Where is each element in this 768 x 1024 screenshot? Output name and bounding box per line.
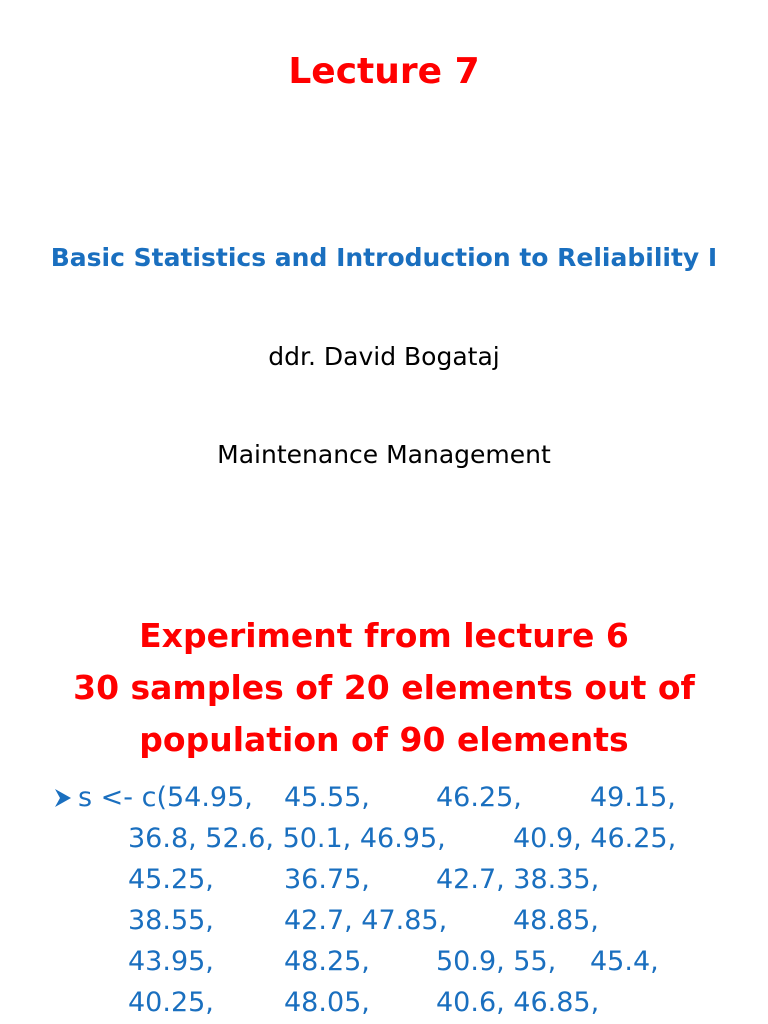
code-cell: 45.55, bbox=[284, 782, 370, 813]
code-cell: 48.85, bbox=[513, 905, 599, 936]
code-cell: 40.9, 46.25, bbox=[513, 823, 677, 854]
code-line-3 bbox=[58, 859, 758, 900]
code-cell: 46.25, bbox=[436, 782, 522, 813]
sample-code-block bbox=[58, 777, 758, 1023]
experiment-title-line-1: Experiment from lecture 6 bbox=[139, 616, 629, 655]
code-line-2 bbox=[58, 818, 758, 859]
code-cell: 42.7, 38.35, bbox=[436, 864, 600, 895]
code-cell: 40.25, bbox=[128, 987, 214, 1018]
experiment-slide bbox=[0, 572, 768, 1024]
experiment-title-line-2: 30 samples of 20 elements out of bbox=[73, 668, 695, 707]
code-cell: 38.55, bbox=[128, 905, 214, 936]
code-cell: 45.4, bbox=[590, 946, 659, 977]
code-cell: 49.15, bbox=[590, 782, 676, 813]
code-cell: 40.6, 46.85, bbox=[436, 987, 600, 1018]
code-line-1 bbox=[58, 777, 758, 818]
code-cell: 43.95, bbox=[128, 946, 214, 977]
course-name: Maintenance Management bbox=[217, 440, 551, 469]
code-cell: 36.8, 52.6, 50.1, 46.95, bbox=[128, 823, 446, 854]
code-cell: 48.25, bbox=[284, 946, 370, 977]
code-cell: 45.25, bbox=[128, 864, 214, 895]
code-cell: 48.05, bbox=[284, 987, 370, 1018]
experiment-title bbox=[0, 610, 768, 766]
author-name: ddr. David Bogataj bbox=[268, 342, 500, 371]
lecture-title: Lecture 7 bbox=[288, 51, 480, 92]
code-line-4 bbox=[58, 900, 758, 941]
lecture-subtitle: Basic Statistics and Introduction to Reliability I bbox=[50, 243, 718, 272]
code-cell: 50.9, 55, bbox=[436, 946, 557, 977]
code-line-6 bbox=[58, 982, 758, 1023]
code-cell: 36.75, bbox=[284, 864, 370, 895]
code-cell: 42.7, 47.85, bbox=[284, 905, 448, 936]
code-line-5 bbox=[58, 941, 758, 982]
code-cell: s <- c(54.95, bbox=[78, 782, 253, 813]
experiment-title-line-3: population of 90 elements bbox=[139, 720, 629, 759]
